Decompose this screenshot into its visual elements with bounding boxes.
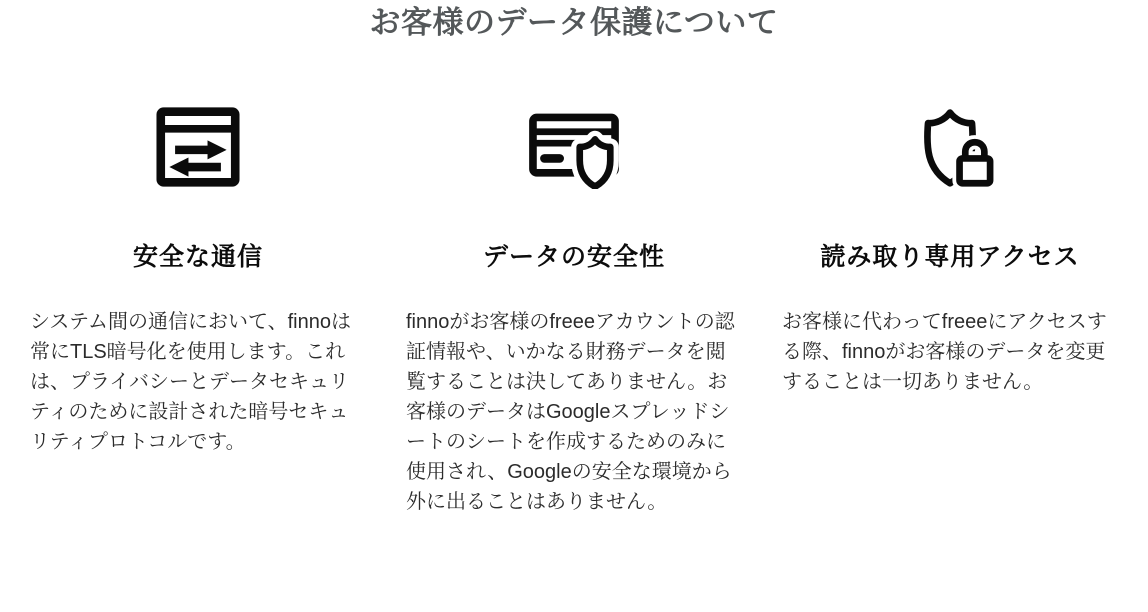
window-transfer-icon (150, 101, 246, 193)
feature-heading: 安全な通信 (132, 243, 263, 271)
feature-data-security (406, 101, 742, 517)
feature-heading: 読み取り専用アクセス (820, 243, 1080, 271)
card-shield-icon (526, 101, 622, 193)
page-title: お客様のデータ保護について (369, 5, 779, 40)
feature-readonly-access (782, 101, 1118, 517)
feature-body: finnoがお客様のfreeeアカウントの認証情報や、いかなる財務データを閲覧することは決してありません。お客様のデータはGoogleスプレッドシートのシートを作成するためのみに使用され、Googleの安全な環境から外に出ることはありません。 (406, 311, 735, 513)
feature-secure-communication (30, 101, 366, 517)
shield-lock-icon (902, 101, 998, 193)
feature-heading: データの安全性 (482, 243, 665, 271)
feature-body: システム間の通信において、finnoは常にTLS暗号化を使用します。これは、プライバシーとデータセキュリティのために設計された暗号セキュリティプロトコルです。 (30, 311, 351, 453)
feature-body: お客様に代わってfreeeにアクセスする際、finnoがお客様のデータを変更することは一切ありません。 (782, 311, 1107, 393)
features-grid (0, 101, 1148, 517)
